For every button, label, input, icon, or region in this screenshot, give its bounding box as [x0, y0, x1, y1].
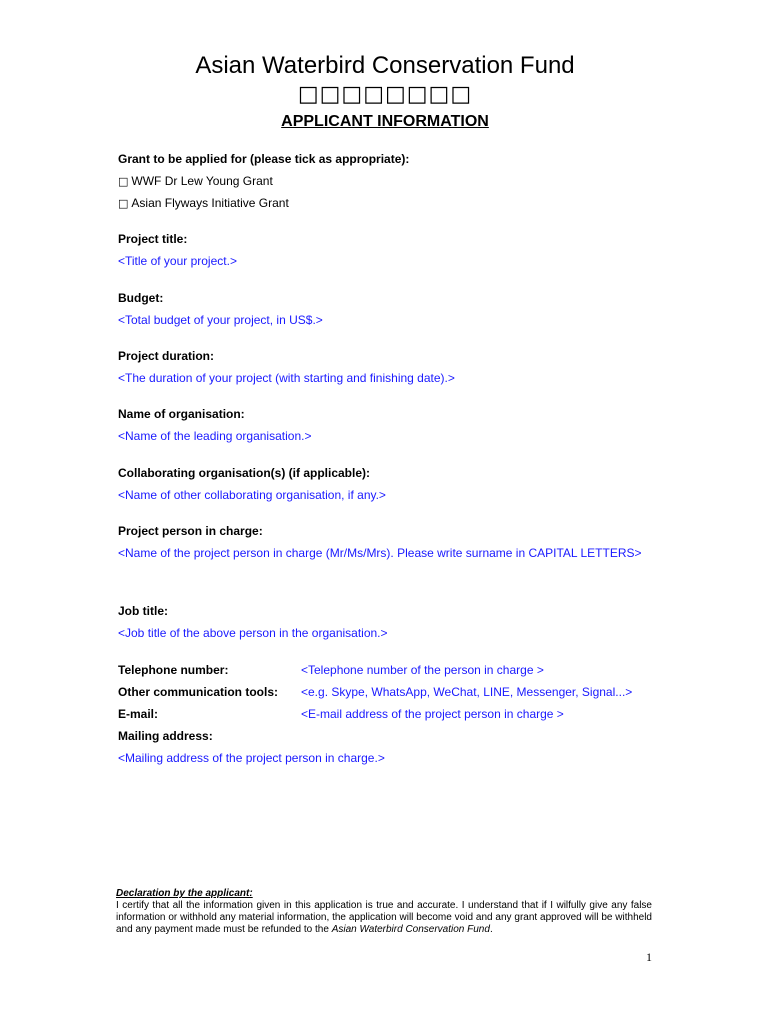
email-field[interactable]: <E-mail address of the project person in charge > — [301, 707, 564, 721]
budget-field[interactable]: <Total budget of your project, in US$.> — [118, 313, 323, 327]
organisation-field[interactable]: <Name of the leading organisation.> — [118, 429, 312, 443]
other-tools-label: Other communication tools: — [118, 685, 279, 699]
organisation-label: Name of organisation: — [118, 407, 245, 421]
grant-option-label: Asian Flyways Initiative Grant — [131, 196, 289, 210]
job-title-field[interactable]: <Job title of the above person in the organisation.> — [118, 626, 388, 640]
document-subtitle-glyphs: □□□□□□□□ — [297, 82, 473, 107]
job-title-label: Job title: — [118, 604, 168, 618]
mailing-address-label: Mailing address: — [118, 729, 213, 743]
person-in-charge-field[interactable]: <Name of the project person in charge (Mr/Ms/Mrs). Please write surname in CAPITAL LETTERS> — [118, 546, 642, 560]
duration-field[interactable]: <The duration of your project (with starting and finishing date).> — [118, 371, 455, 385]
section-heading: APPLICANT INFORMATION — [281, 113, 489, 130]
mailing-address-field[interactable]: <Mailing address of the project person in charge.> — [118, 751, 385, 765]
checkbox-icon[interactable]: □ — [118, 175, 129, 188]
duration-label: Project duration: — [118, 349, 215, 363]
collaborating-field[interactable]: <Name of other collaborating organisation, if any.> — [118, 488, 386, 502]
grant-label: Grant to be applied for (please tick as appropriate): — [118, 152, 410, 166]
declaration-title: Declaration by the applicant: — [116, 888, 253, 899]
document-title: Asian Waterbird Conservation Fund — [195, 52, 575, 79]
declaration-text — [116, 900, 652, 936]
project-title-label: Project title: — [118, 232, 188, 246]
email-label: E-mail: — [118, 707, 159, 721]
person-in-charge-label: Project person in charge: — [118, 524, 263, 538]
telephone-field[interactable]: <Telephone number of the person in charge > — [301, 663, 544, 677]
telephone-label: Telephone number: — [118, 663, 229, 677]
declaration-period: . — [489, 924, 493, 935]
page-number: 1 — [646, 950, 652, 964]
declaration-fund-name: Asian Waterbird Conservation Fund — [331, 924, 490, 935]
project-title-field[interactable]: <Title of your project.> — [118, 254, 237, 268]
grant-option-label: WWF Dr Lew Young Grant — [131, 174, 273, 188]
checkbox-icon[interactable]: □ — [118, 197, 129, 210]
grant-option-wwf[interactable] — [118, 173, 273, 190]
other-tools-field[interactable]: <e.g. Skype, WhatsApp, WeChat, LINE, Messenger, Signal...> — [301, 685, 633, 699]
budget-label: Budget: — [118, 291, 164, 305]
collaborating-label: Collaborating organisation(s) (if applicable): — [118, 466, 371, 480]
grant-option-afi[interactable] — [118, 195, 289, 212]
declaration-body: I certify that all the information given in this application is true and accurate. I understand that if I wilfully give any false information or withhold any material information, the application will become void and any grant approved will be withheld and any payment made must be refunded to the — [116, 900, 652, 935]
